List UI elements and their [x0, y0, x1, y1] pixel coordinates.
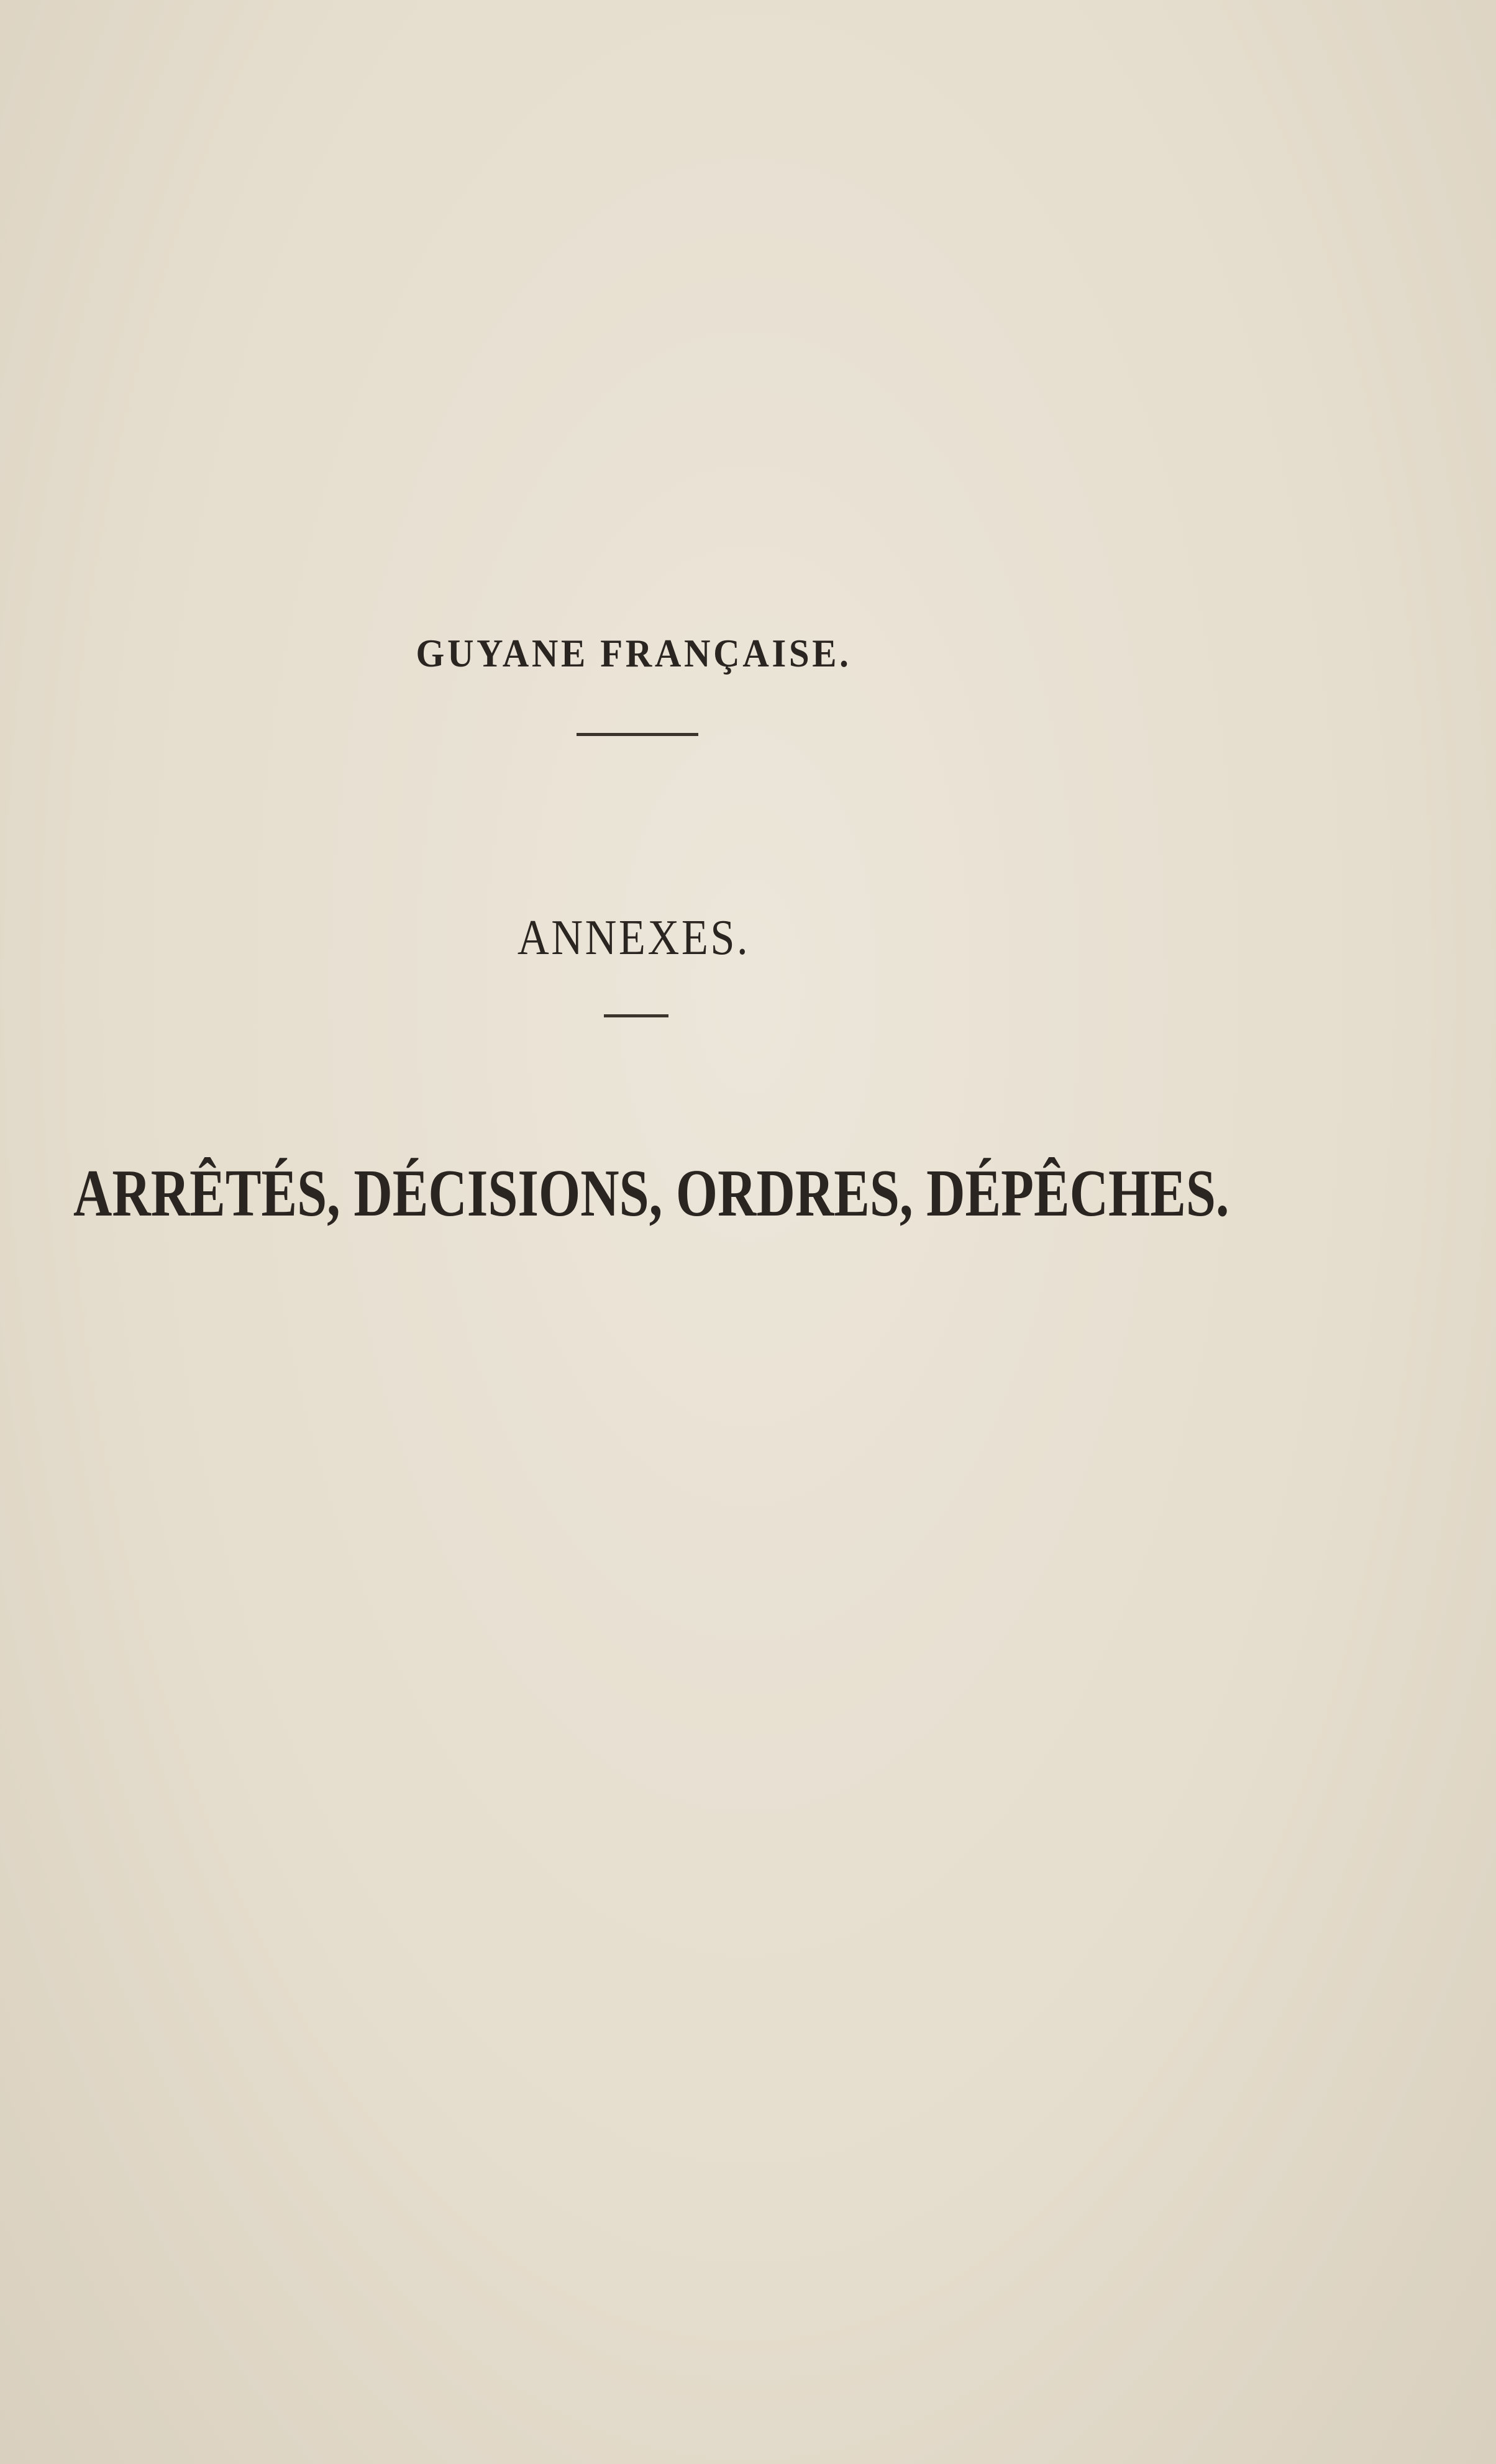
region-heading: GUYANE FRANÇAISE.	[416, 631, 852, 675]
section-heading: ARRÊTÉS, DÉCISIONS, ORDRES, DÉPÊCHES.	[73, 1157, 1229, 1230]
divider-rule	[577, 733, 698, 736]
annexes-heading: ANNEXES.	[517, 911, 750, 965]
divider-rule	[604, 1014, 668, 1017]
